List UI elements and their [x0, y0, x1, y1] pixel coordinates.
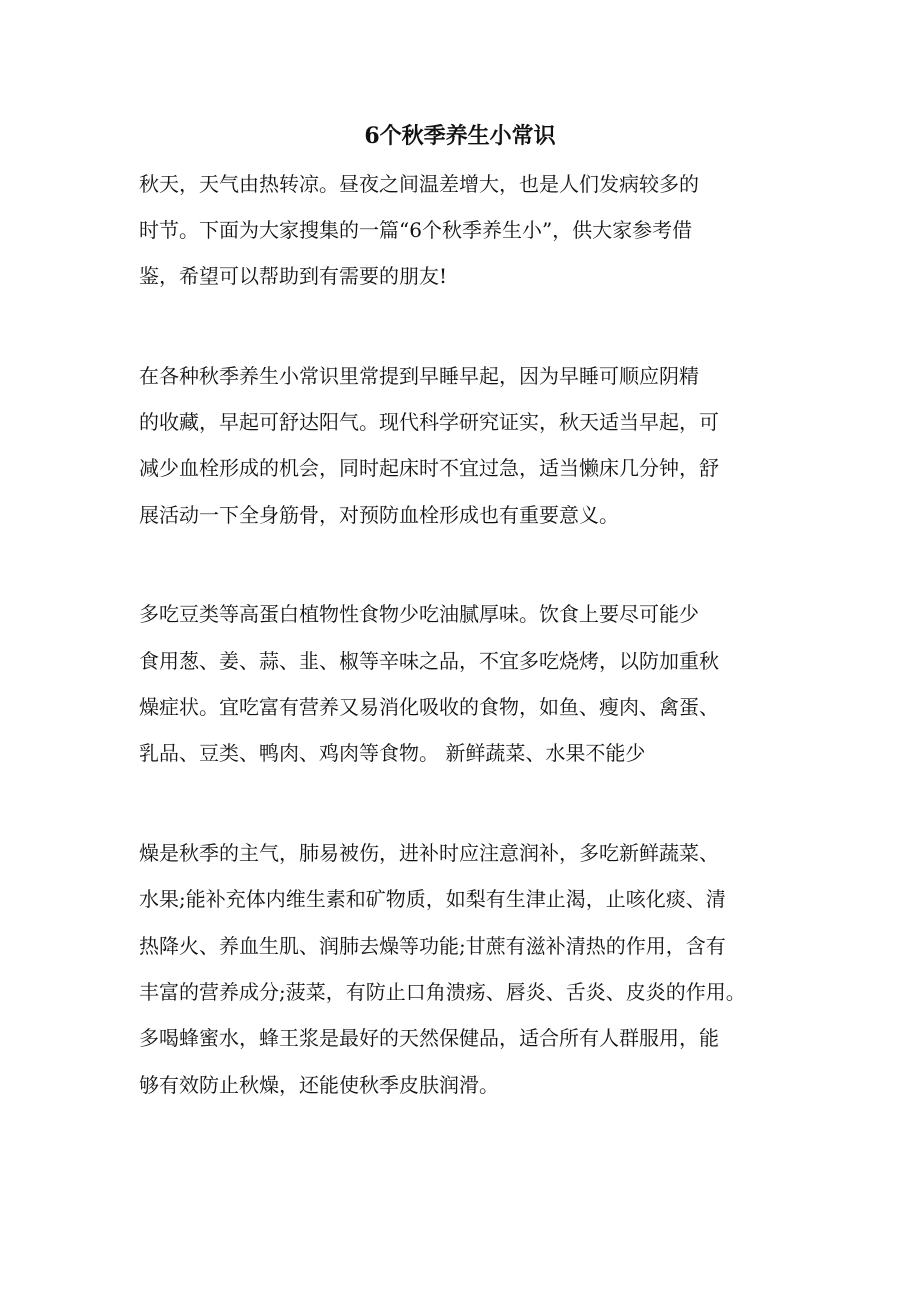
- document-title: 6个秋季养生小常识: [364, 123, 556, 149]
- paragraph-4-line-1: 燥是秋季的主气，肺易被伤，进补时应注意润补，多吃新鲜蔬菜、: [139, 841, 719, 865]
- paragraph-1-line-1: 秋天，天气由热转凉。昼夜之间温差增大，也是人们发病较多的: [139, 172, 699, 196]
- paragraph-1-line-3: 鉴，希望可以帮助到有需要的朋友!: [139, 264, 448, 288]
- paragraph-3-line-1: 多吃豆类等高蛋白植物性食物少吃油腻厚味。饮食上要尽可能少: [139, 602, 699, 626]
- paragraph-4-line-6: 够有效防止秋燥，还能使秋季皮肤润滑。: [139, 1073, 499, 1097]
- paragraph-4-line-5: 多喝蜂蜜水，蜂王浆是最好的天然保健品，适合所有人群服用，能: [139, 1026, 719, 1050]
- paragraph-4-line-2: 水果;能补充体内维生素和矿物质，如梨有生津止渴，止咳化痰、清: [139, 887, 726, 911]
- paragraph-3-line-4: 乳品、豆类、鸭肉、鸡肉等食物。 新鲜蔬菜、水果不能少: [139, 741, 646, 765]
- paragraph-2-line-3: 减少血栓形成的机会，同时起床时不宜过急，适当懒床几分钟，舒: [139, 456, 719, 480]
- paragraph-4-line-4: 丰富的营养成分;菠菜，有防止口角溃疡、唇炎、舌炎、皮炎的作用。: [139, 980, 746, 1004]
- paragraph-2-line-2: 的收藏，早起可舒达阳气。现代科学研究证实，秋天适当早起，可: [139, 410, 719, 434]
- paragraph-3-line-3: 燥症状。宜吃富有营养又易消化吸收的食物，如鱼、瘦肉、禽蛋、: [139, 695, 719, 719]
- paragraph-4-line-3: 热降火、养血生肌、润肺去燥等功能;甘蔗有滋补清热的作用，含有: [139, 934, 726, 958]
- paragraph-3-line-2: 食用葱、姜、蒜、韭、椒等辛味之品，不宜多吃烧烤，以防加重秋: [139, 649, 719, 673]
- paragraph-2-line-1: 在各种秋季养生小常识里常提到早睡早起，因为早睡可顺应阴精: [139, 364, 699, 388]
- paragraph-2-line-4: 展活动一下全身筋骨，对预防血栓形成也有重要意义。: [139, 503, 619, 527]
- paragraph-1-line-2: 时节。下面为大家搜集的一篇“6个秋季养生小”，供大家参考借: [139, 218, 693, 242]
